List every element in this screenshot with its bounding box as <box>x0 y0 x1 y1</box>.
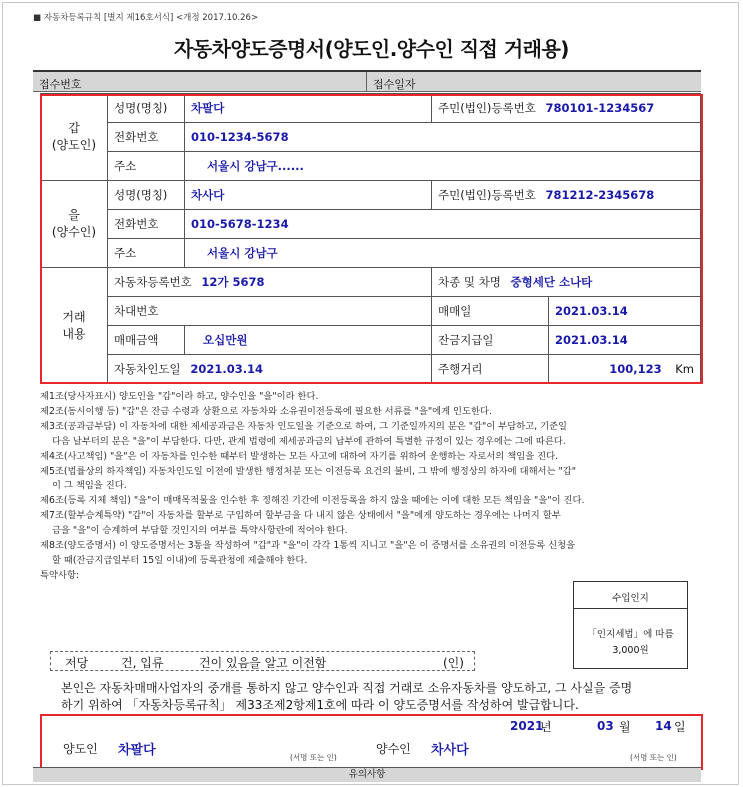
buyer-name-label: 성명(명칭) <box>108 181 185 210</box>
reserve-seal: (인) <box>443 656 464 670</box>
deal-row-reg <box>41 268 701 297</box>
seller-phone-value[interactable]: 010-1234-5678 <box>191 130 289 144</box>
clause-6: 제6조(등록 지체 책임) "을"이 매매목적물을 인수한 후 정해진 기간에 이전등록을 하지 않을 때에는 이에 대한 모든 책임을 "을"이 진다. <box>40 495 585 507</box>
stamp-amount: 3,000원 <box>612 645 649 656</box>
deal-vin-label: 차대번호 <box>114 304 159 318</box>
seller-name-label: 성명(명칭) <box>108 94 185 123</box>
buyer-address-label: 주소 <box>108 239 185 268</box>
buyer-phone-value[interactable]: 010-5678-1234 <box>191 217 289 231</box>
clause-5: 제5조(법률상의 하자책임) 자동차인도일 이전에 발생한 행정처분 또는 이전등록 요건의 불비, 그 밖에 행정상의 하자에 대해서는 "갑" <box>40 465 577 477</box>
buyer-party-label: 을 <box>68 208 80 222</box>
transaction-table <box>40 93 701 384</box>
date-year-value[interactable]: 2021 <box>510 719 544 733</box>
clause-7: 제7조(할부승계특약) "갑"이 자동차를 할부로 구입하여 할부금을 다 내지 않은 상태에서 "을"에게 양도하는 경우에는 나머지 할부 <box>40 510 561 522</box>
special-terms-label: 특약사항: <box>40 569 80 581</box>
deal-sale-date-value[interactable]: 2021.03.14 <box>555 304 628 318</box>
buyer-name-value[interactable]: 차사다 <box>191 188 225 202</box>
document-title: 자동차양도증명서(양도인.양수인 직접 거래용) <box>174 37 569 61</box>
clause-8-cont: 할 때(잔금지급일부터 15일 이내)에 등록관청에 제출해야 한다. <box>52 554 308 566</box>
buyer-id-label: 주민(법인)등록번호 <box>438 188 536 202</box>
seller-id-label: 주민(법인)등록번호 <box>438 101 536 115</box>
clause-5-cont: 이 그 책임을 진다. <box>52 480 127 492</box>
seller-row-name <box>41 94 701 123</box>
clause-3: 제3조(공과금부담) 이 자동차에 대한 제세공과금은 자동차 인도일을 기준으로 하여, 그 기준일까지의 분은 "갑"이 부담하고, 기준일 <box>40 420 568 432</box>
clause-4: 제4조(사고책임) "을"은 이 자동차를 인수한 때부터 발생하는 모든 사고에 대하여 자기를 위하여 운행하는 자로서의 책임을 진다. <box>40 450 559 462</box>
seller-row-phone <box>41 123 701 152</box>
form-header-note: ■ 자동차등록규칙 [별지 제16호서식] <개정 2017.10.26> <box>33 13 259 23</box>
signing-buyer-label: 양수인 <box>376 742 411 756</box>
seller-address-label: 주소 <box>108 152 185 181</box>
signing-seller-label: 양도인 <box>63 742 98 756</box>
signing-seller-note: (서명 또는 인) <box>290 753 337 762</box>
deal-party-sub: 내용 <box>62 326 86 341</box>
date-day-label: 일 <box>674 720 686 734</box>
buyer-party-sub: (양수인) <box>51 225 97 239</box>
deal-party-cell <box>41 268 108 384</box>
buyer-address-value[interactable]: 서울시 강남구 <box>207 246 278 260</box>
signing-buyer-name[interactable]: 차사다 <box>431 743 469 758</box>
deal-mileage-label: 주행거리 <box>432 355 549 384</box>
date-month-label: 월 <box>619 720 631 734</box>
signing-buyer-note: (서명 또는 인) <box>630 753 677 762</box>
reserve-mortgage: 저당 <box>65 656 89 670</box>
stamp-title: 수입인지 <box>612 593 649 604</box>
seller-phone-label: 전화번호 <box>108 123 185 152</box>
deal-row-vin <box>41 297 701 326</box>
notes-footer: 유의사항 <box>33 767 701 782</box>
buyer-row-phone <box>41 210 701 239</box>
deal-model-value[interactable]: 중형세단 소나타 <box>510 275 593 289</box>
statement-line-2: 하기 위하여 「자동차등록규칙」 제33조제2항제1호에 따라 이 양도증명서를 작성하여 발급합니다. <box>61 698 579 712</box>
date-day-value[interactable]: 14 <box>655 719 672 733</box>
deal-mileage-value[interactable]: 100,123 <box>609 362 662 376</box>
clause-3-cont: 다음 날부터의 분은 "을"이 부담한다. 다만, 관계 법령에 제세공과금의 납부에 관하여 특별한 규정이 있는 경우에는 그에 따른다. <box>52 435 566 447</box>
seller-address-value[interactable]: 서울시 강남구...... <box>207 159 304 173</box>
clause-1: 제1조(당사자표시) 양도인을 "갑"이라 하고, 양수인을 "을"이라 한다. <box>40 391 319 402</box>
receipt-number-label: 접수번호 <box>39 78 82 91</box>
deal-handover-value[interactable]: 2021.03.14 <box>190 362 264 376</box>
seller-name-value[interactable]: 차팔다 <box>191 101 225 115</box>
deal-row-price <box>41 326 701 355</box>
mortgage-acknowledgement <box>50 651 475 671</box>
seller-party-sub: (양도인) <box>51 138 97 152</box>
signing-seller-name[interactable]: 차팔다 <box>118 743 156 758</box>
reserve-text: 건이 있음을 알고 이전함 <box>199 656 327 670</box>
seller-party-cell <box>41 94 108 181</box>
receipt-divider <box>366 72 367 92</box>
deal-regno-value[interactable]: 12가 5678 <box>201 275 265 289</box>
buyer-id-value[interactable]: 781212-2345678 <box>545 188 655 202</box>
revenue-stamp-box <box>573 581 688 669</box>
receipt-bar <box>33 70 701 92</box>
deal-mileage-unit: Km <box>675 362 694 376</box>
clause-7-cont: 금을 "을"이 승계하여 부담할 것인지의 여부를 특약사항란에 적어야 한다. <box>52 525 348 537</box>
deal-balance-date-label: 잔금지급일 <box>432 326 549 355</box>
seller-row-address <box>41 152 701 181</box>
statement <box>61 680 701 714</box>
stamp-divider <box>574 608 687 609</box>
buyer-party-cell <box>41 181 108 268</box>
deal-party-label: 거래 <box>62 309 86 324</box>
deal-row-handover <box>41 355 701 384</box>
deal-price-value[interactable]: 오십만원 <box>203 333 248 347</box>
reserve-seizure: 건, 입류 <box>121 656 164 670</box>
date-year-label: 년 <box>540 720 552 734</box>
buyer-row-address <box>41 239 701 268</box>
terms-clauses <box>40 390 700 584</box>
statement-line-1: 본인은 자동차매매사업자의 중개를 통하지 않고 양수인과 직접 거래로 소유자동차를 양도하고, 그 사실을 증명 <box>61 681 633 695</box>
deal-model-label: 차종 및 차명 <box>438 275 501 289</box>
receipt-date-label: 접수일자 <box>373 78 416 91</box>
clause-2: 제2조(동시이행 등) "갑"은 잔금 수령과 상환으로 자동차와 소유권이전등록에 필요한 서류를 "을"에게 인도한다. <box>40 405 492 417</box>
deal-handover-label: 자동차인도일 <box>114 362 181 376</box>
stamp-law: 「인지세법」에 따름 <box>587 629 674 640</box>
clause-8: 제8조(양도증명서) 이 양도증명서는 3통을 작성하여 "갑"과 "을"이 각각 1통씩 지니고 "을"은 이 증명서를 소유권의 이전등록 신청을 <box>40 540 576 552</box>
deal-price-label: 매매금액 <box>108 326 185 355</box>
deal-balance-date-value[interactable]: 2021.03.14 <box>555 333 628 347</box>
seller-party-label: 갑 <box>68 121 80 135</box>
date-month-value[interactable]: 03 <box>597 719 614 733</box>
buyer-row-name <box>41 181 701 210</box>
buyer-phone-label: 전화번호 <box>108 210 185 239</box>
deal-regno-label: 자동차등록번호 <box>114 275 192 289</box>
deal-sale-date-label: 매매일 <box>432 297 549 326</box>
seller-id-value[interactable]: 780101-1234567 <box>545 101 655 115</box>
